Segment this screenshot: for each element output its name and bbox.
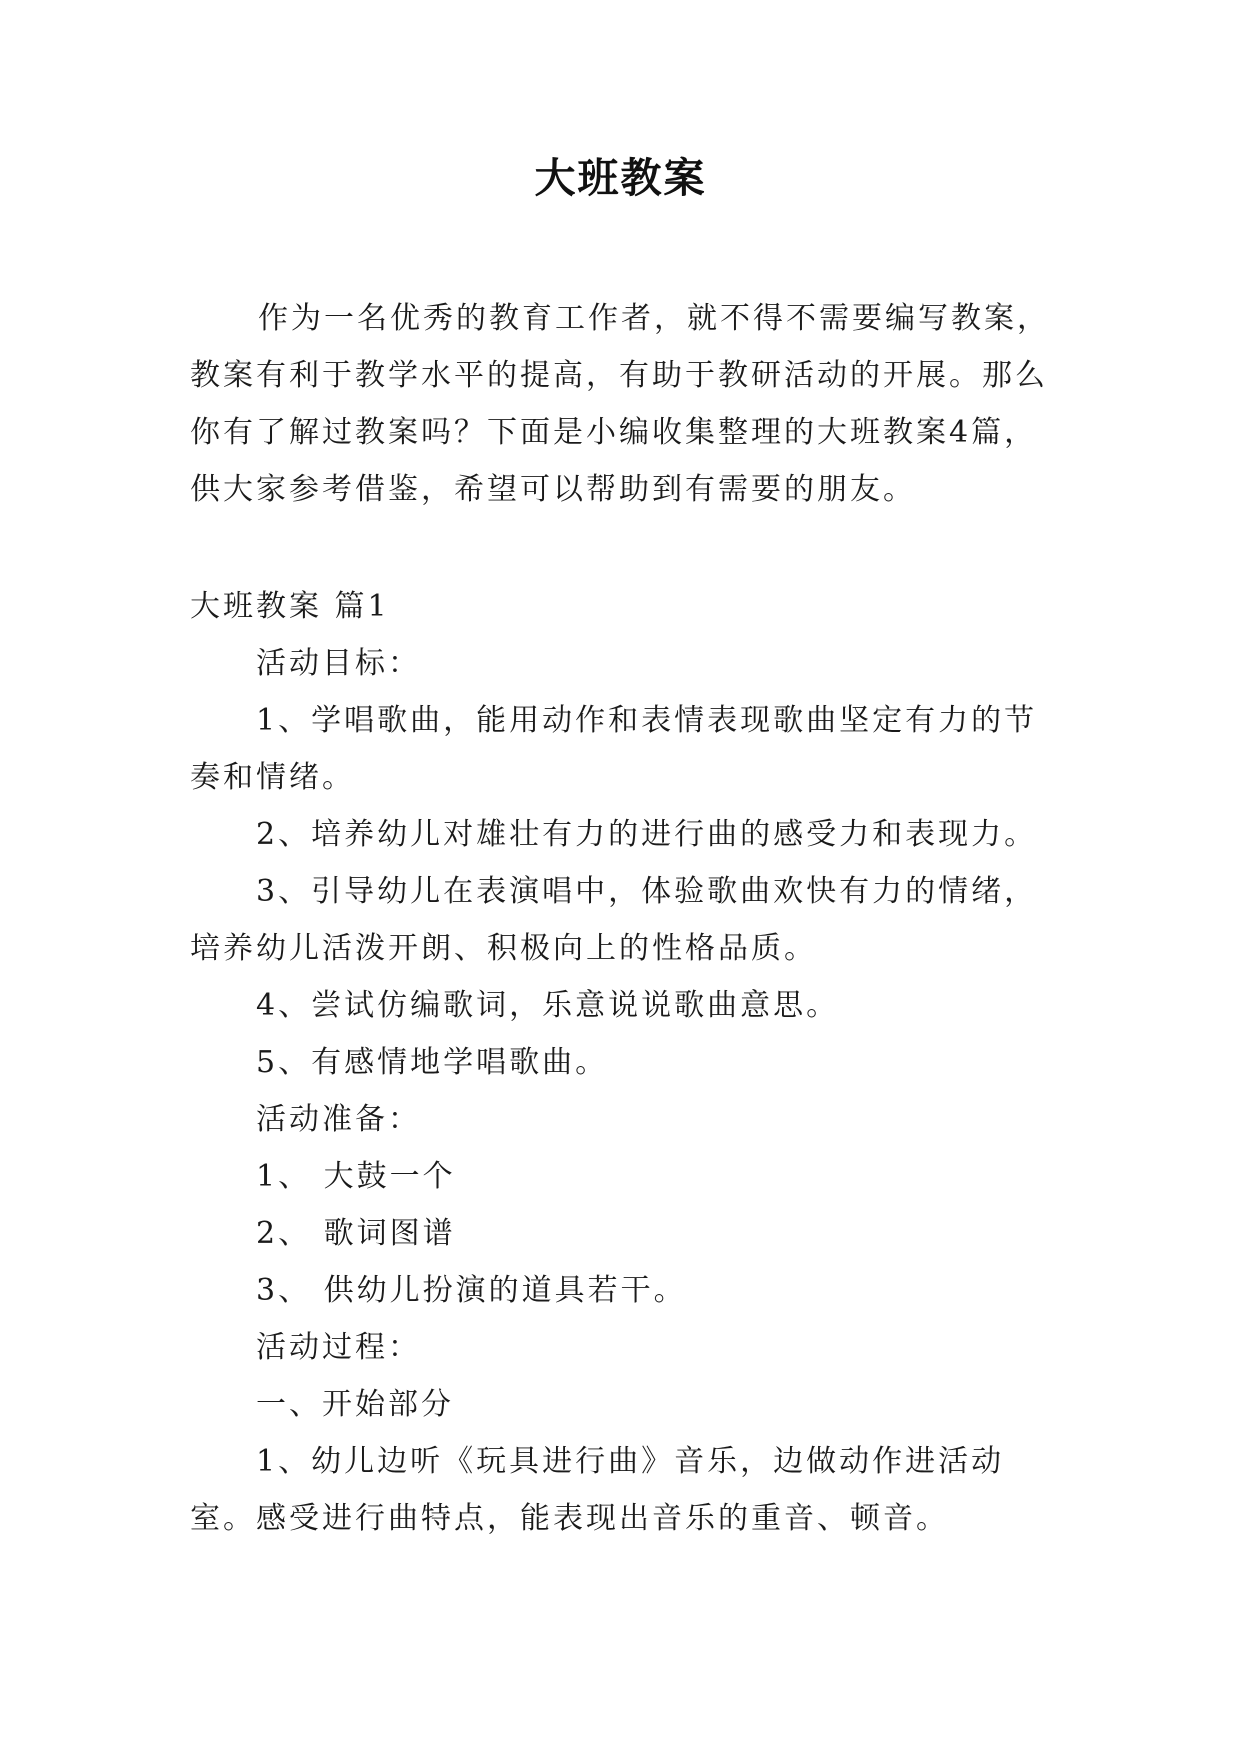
process-part-heading: 一、开始部分 [256, 1387, 454, 1422]
activity-preparation-heading: 活动准备： [256, 1102, 421, 1137]
process-item: 1、幼儿边听《玩具进行曲》音乐，边做动作进活动室。感受进行曲特点，能表现出音乐的重音、顿音。 [190, 1444, 1005, 1536]
activity-goals-heading: 活动目标： [256, 646, 421, 681]
intro-paragraph: 作为一名优秀的教育工作者，就不得不需要编写教案，教案有利于教学水平的提高，有助于教研活动的开展。那么你有了解过教案吗？下面是小编收集整理的大班教案4篇，供大家参考借鉴，希望可以帮助到有需要的朋友。 [190, 301, 1050, 507]
document-title: 大班教案 [534, 154, 707, 202]
goal-item: 5、有感情地学唱歌曲。 [256, 1045, 609, 1080]
goal-item: 2、培养幼儿对雄壮有力的进行曲的感受力和表现力。 [256, 817, 1038, 852]
goal-item: 3、引导幼儿在表演唱中，体验歌曲欢快有力的情绪，培养幼儿活泼开朗、积极向上的性格品质。 [190, 874, 1038, 966]
activity-process-heading: 活动过程： [256, 1330, 421, 1365]
goal-item: 4、尝试仿编歌词，乐意说说歌曲意思。 [256, 988, 840, 1023]
section-heading: 大班教案 篇1 [190, 589, 390, 624]
preparation-item: 1、 大鼓一个 [256, 1159, 456, 1194]
document-body [190, 578, 1070, 1547]
preparation-item: 3、 供幼儿扮演的道具若干。 [256, 1273, 687, 1308]
goal-item: 1、学唱歌曲，能用动作和表情表现歌曲坚定有力的节奏和情绪。 [190, 703, 1038, 795]
preparation-item: 2、 歌词图谱 [256, 1216, 456, 1251]
